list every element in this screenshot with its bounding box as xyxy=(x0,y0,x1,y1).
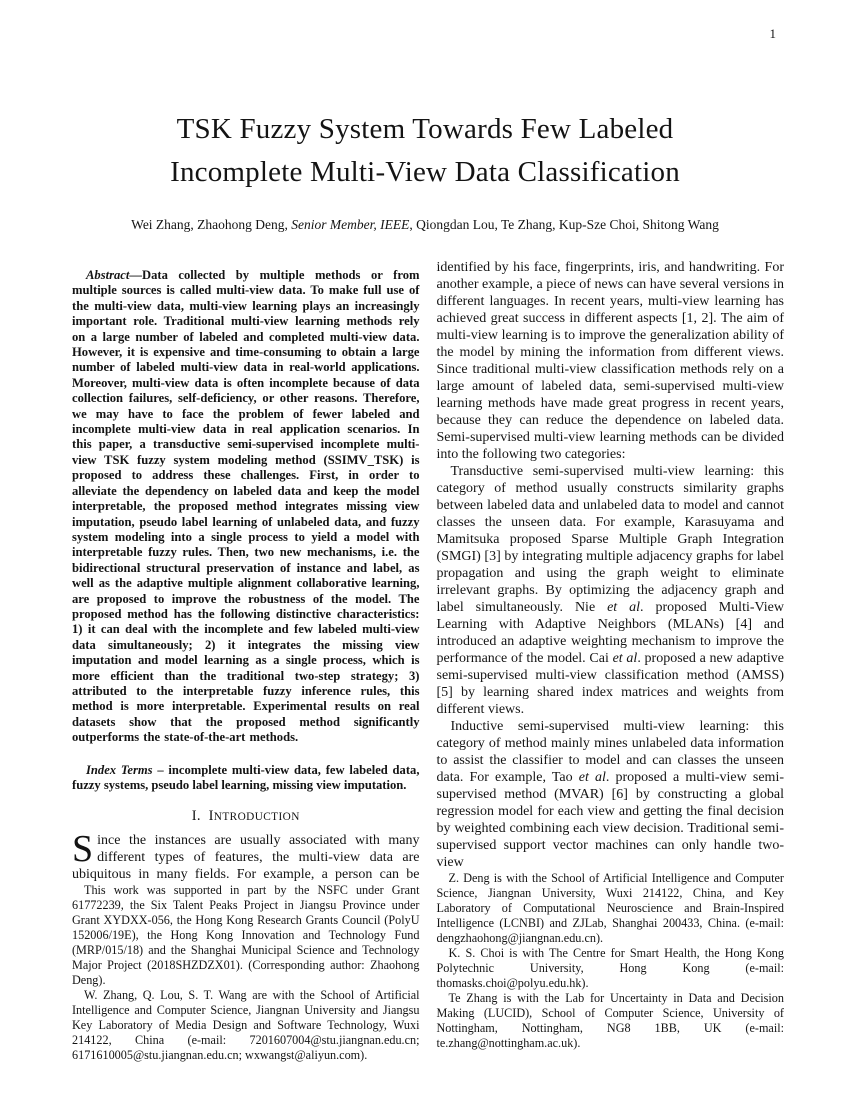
introduction-paragraph xyxy=(72,828,420,883)
index-terms-paragraph: Index Terms – incomplete multi-view data, few labeled data, fuzzy systems, pseudo label learning, missing view imputation. xyxy=(72,762,420,792)
page-number: 1 xyxy=(769,26,776,41)
abstract-paragraph: Abstract—Data collected by multiple methods or from multiple sources is called multi-view data. To make full use of the multi-view data, multi-view learning plays an increasingly important role. Traditional multi-view learning methods rely on a large number of labeled and completed multi-view data. However, it is expensive and time-consuming to obtain a large number of labeled multi-view data in real-world applications. Moreover, multi-view data is often incomplete because of data collection failures, self-deficiency, or other reasons. Therefore, we may have to face the problem of fewer labeled and incomplete multi-view data in real application scenarios. In this paper, a transductive semi-supervised incomplete multi-view TSK fuzzy system modeling method (SSIMV_TSK) is proposed to address these challenges. First, in order to alleviate the dependency on labeled data and keep the model interpretable, the proposed method integrates missing view imputation, pseudo label learning of unlabeled data, and fuzzy system modeling into a single process to yield a model with interpretable fuzzy rules. Then, two new mechanisms, i.e. the bidirectional structural preservation of instance and label, as well as the adaptive multiple alignment collaborative learning, are proposed to improve the robustness of the model. The proposed method has the following distinctive characteristics: 1) it can deal with the incomplete and few labeled multi-view data simultaneously; 2) it integrates the missing view imputation and model learning as a single process, which is more efficient than the traditional two-step strategy; 3) attributed to the interpretable fuzzy inference rules, this method is more interpretable. Experimental results on real datasets show that the proposed method significantly outperforms the state-of-the-art methods. xyxy=(72,268,420,745)
section-heading-introduction: I. INTRODUCTION xyxy=(191,808,300,825)
right-column xyxy=(436,259,785,1050)
author-line: Wei Zhang, Zhaohong Deng, Senior Member, IEEE, Qiongdan Lou, Te Zhang, Kup-Sze Choi, Shitong Wang xyxy=(131,217,719,232)
introduction-paragraph-text: ince the instances are usually associated with many different types of features, the multi-view data are ubiquitous in many fields. For example, a person can be xyxy=(72,833,420,883)
footnote-affiliation-te-zhang: Te Zhang is with the Lab for Uncertainty in Data and Decision Making (LUCID), School of Computer Science, University of Nottingham, Nottingham, NG8 1BB, UK (e-mail: te.zhang@nottingham.ac.uk). xyxy=(436,991,784,1050)
right-footnotes xyxy=(437,871,785,1051)
body-paragraph-transductive: Transductive semi-supervised multi-view learning: this category of method usually constructs similarity graphs between labeled data and unlabeled data to model and cannot classes the unseen data. For example, Karasuyama and Mamitsuka proposed Sparse Multiple Graph Integration (SMGI) [3] by integrating multiple adjacency graphs for label propagation and using the graph weight to eliminate irrelevant graphs. By optimizing the adjacency graph and label simultaneously. Nie et al. proposed Multi-View Learning with Adaptive Neighbors (MLANs) [4] and introduced an adaptive weighting mechanism to improve the performance of the model. Cai et al. proposed a new adaptive semi-supervised multi-view classification method (AMSS) [5] by learning shared index matrices and weights from different views. xyxy=(436,464,785,717)
left-footnotes xyxy=(72,883,420,1063)
paper-title-line-1: TSK Fuzzy System Towards Few Labeled xyxy=(176,113,674,145)
body-paragraph-inductive: Inductive semi-supervised multi-view learning: this category of method mainly mines unlabeled data information to assist the classifier to model and can classes the unseen data. For example, Tao et al. proposed a multi-view semi-supervised method (MVAR) [6] by constructing a global regression model for each view and getting the final decision by weighted combining each view decision. Traditional semi-supervised support vector machines can only handle two-view xyxy=(436,719,784,870)
paper-title xyxy=(0,0,850,194)
footnote-affiliation-zhang-lou-wang: W. Zhang, Q. Lou, S. T. Wang are with the School of Artificial Intelligence and Computer Science, Jiangnan University and Jiangsu Key Laboratory of Media Design and Software Technology, Wuxi 214122, China (e-mail: 7201607004@stu.jiangnan.edu.cn; 6171610005@stu.jiangnan.edu.cn; wxwangst@aliyun.com). xyxy=(72,988,420,1063)
footnote-affiliation-choi: K. S. Choi is with The Centre for Smart Health, the Hong Kong Polytechnic University, Hong Kong (e-mail: thomasks.choi@polyu.edu.hk). xyxy=(436,946,784,990)
paper-title-line-2: Incomplete Multi-View Data Classification xyxy=(170,156,680,188)
drop-cap-letter: S xyxy=(72,828,94,871)
footnote-funding: This work was supported in part by the NSFC under Grant 61772239, the Six Talent Peaks Project in Jiangsu Province under Grant XYDXX-056, the Hong Kong Research Grants Council (PolyU 152006/19E), the Hong Kong Innovation and Technology Fund (MRP/015/18) and the Shanghai Municipal Science and Technology Major Project (2018SHZDZX01). (Corresponding author: Zhaohong Deng). xyxy=(72,883,420,988)
two-column-layout xyxy=(72,259,785,1063)
left-column xyxy=(72,259,420,1063)
body-paragraph-multiview-overview: identified by his face, fingerprints, iris, and handwriting. For another example, a piece of news can have several versions in different languages. In recent years, multi-view learning has achieved great success in different aspects [1, 2]. The aim of multi-view learning is to improve the generalization ability of the model by mining the information from different views. Since traditional multi-view classification methods rely on a large amount of labeled data, semi-supervised multi-view learning methods have made great progress in recent years, because they can reduce the dependence on labeled data. Semi-supervised multi-view learning methods can be divided into the following two categories: xyxy=(436,260,784,462)
footnote-affiliation-deng: Z. Deng is with the School of Artificial Intelligence and Computer Science, Jiangnan University, Wuxi 214122, China, and Key Laboratory of Computational Neuroscience and Brain-Inspired Intelligence (LCNBI) and ZJLab, Shanghai 200433, China. (e-mail: dengzhaohong@jiangnan.edu.cn). xyxy=(436,871,784,945)
